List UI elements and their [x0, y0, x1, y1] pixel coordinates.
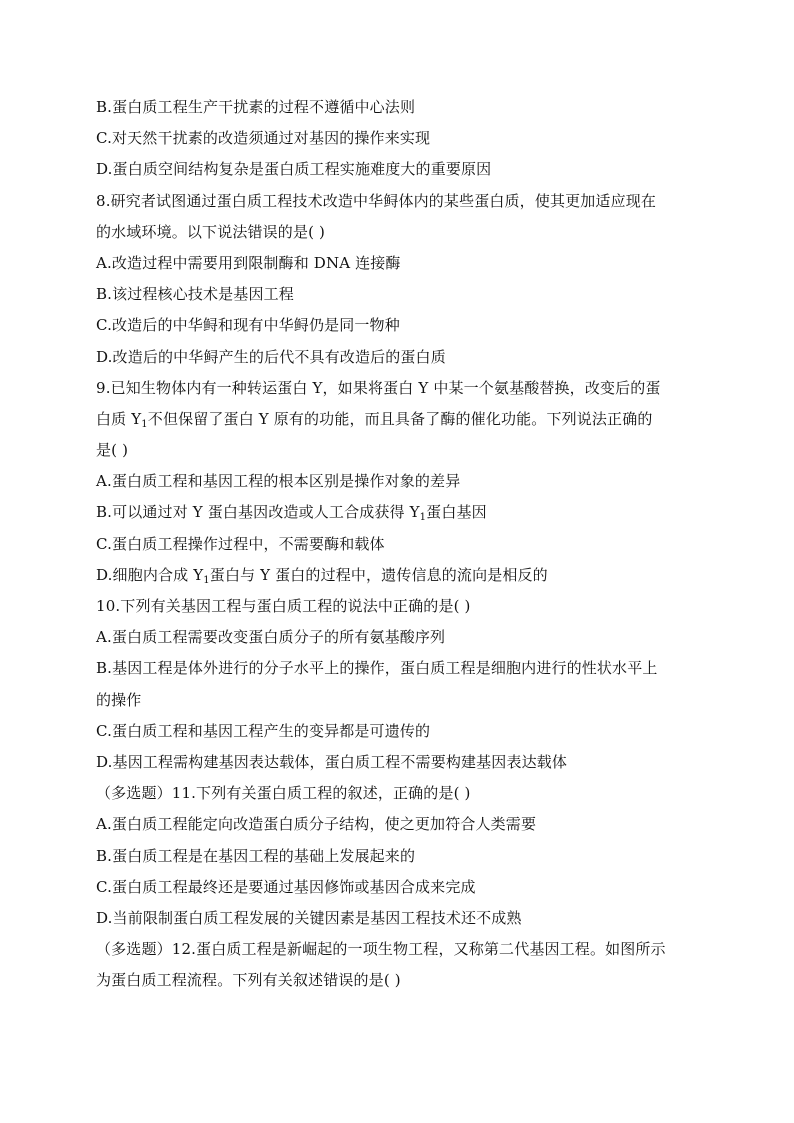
document-text	[96, 92, 696, 996]
text-line: 为蛋白质工程流程。下列有关叙述错误的是( )	[96, 971, 401, 990]
text-line: D.蛋白质空间结构复杂是蛋白质工程实施难度大的重要原因	[96, 160, 492, 179]
text-line: C.蛋白质工程操作过程中，不需要酶和载体	[96, 534, 385, 553]
text-line: C.蛋白质工程最终还是要通过基因修饰或基因合成来完成	[96, 877, 476, 896]
question-8-stem: 8.研究者试图通过蛋白质工程技术改造中华鲟体内的某些蛋白质，使其更加适应现在	[96, 191, 657, 210]
text-fragment: 蛋白与 Y 蛋白的过程中，遗传信息的流向是相反的	[209, 565, 548, 584]
text-fragment: 蛋白基因	[426, 503, 487, 522]
subscript: 1	[141, 418, 148, 430]
text-line: C.改造后的中华鲟和现有中华鲟仍是同一物种	[96, 316, 400, 335]
text-line: A.蛋白质工程能定向改造蛋白质分子结构，使之更加符合人类需要	[96, 815, 537, 834]
text-line: 的水域环境。以下说法错误的是( )	[96, 222, 326, 241]
text-fragment: D.细胞内合成 Y	[96, 565, 204, 584]
text-line: A.蛋白质工程和基因工程的根本区别是操作对象的差异	[96, 472, 461, 491]
question-11-stem: （多选题）11.下列有关蛋白质工程的叙述，正确的是( )	[96, 784, 471, 803]
subscript: 1	[419, 512, 427, 524]
text-line: 是( )	[96, 441, 129, 460]
text-line: D.基因工程需构建基因表达载体，蛋白质工程不需要构建基因表达载体	[96, 752, 568, 771]
question-12-stem: （多选题）12.蛋白质工程是新崛起的一项生物工程，又称第二代基因工程。如图所示	[96, 940, 666, 959]
text-line: 的操作	[96, 690, 142, 709]
text-line: B.该过程核心技术是基因工程	[96, 285, 294, 304]
text-line: C.蛋白质工程和基因工程产生的变异都是可遗传的	[96, 721, 431, 740]
text-line: D.当前限制蛋白质工程发展的关键因素是基因工程技术还不成熟	[96, 908, 522, 927]
text-line	[96, 404, 696, 435]
question-10-stem: 10.下列有关基因工程与蛋白质工程的说法中正确的是( )	[96, 597, 471, 615]
subscript: 1	[203, 574, 210, 586]
text-line: A.改造过程中需要用到限制酶和 DNA 连接酶	[96, 253, 401, 272]
text-line: D.改造后的中华鲟产生的后代不具有改造后的蛋白质	[96, 347, 446, 366]
text-line: B.蛋白质工程是在基因工程的基础上发展起来的	[96, 846, 416, 865]
text-line: C.对天然干扰素的改造须通过对基因的操作来实现	[96, 129, 431, 148]
text-line: B.基因工程是体外进行的分子水平上的操作，蛋白质工程是细胞内进行的性状水平上	[96, 659, 658, 678]
text-line: B.蛋白质工程生产干扰素的过程不遵循中心法则	[96, 98, 416, 116]
text-line	[96, 560, 696, 591]
text-fragment: B.可以通过对 Y 蛋白基因改造或人工合成获得 Y	[96, 503, 420, 522]
text-line	[96, 497, 696, 528]
text-line: A.蛋白质工程需要改变蛋白质分子的所有氨基酸序列	[96, 628, 446, 647]
text-fragment: 不但保留了蛋白 Y 原有的功能，而且具备了酶的催化功能。下列说法正确的	[147, 409, 653, 428]
question-9-stem: 9.已知生物体内有一种转运蛋白 Y，如果将蛋白 Y 中某一个氨基酸替换，改变后的蛋	[96, 378, 661, 397]
text-fragment: 白质 Y	[96, 409, 142, 428]
